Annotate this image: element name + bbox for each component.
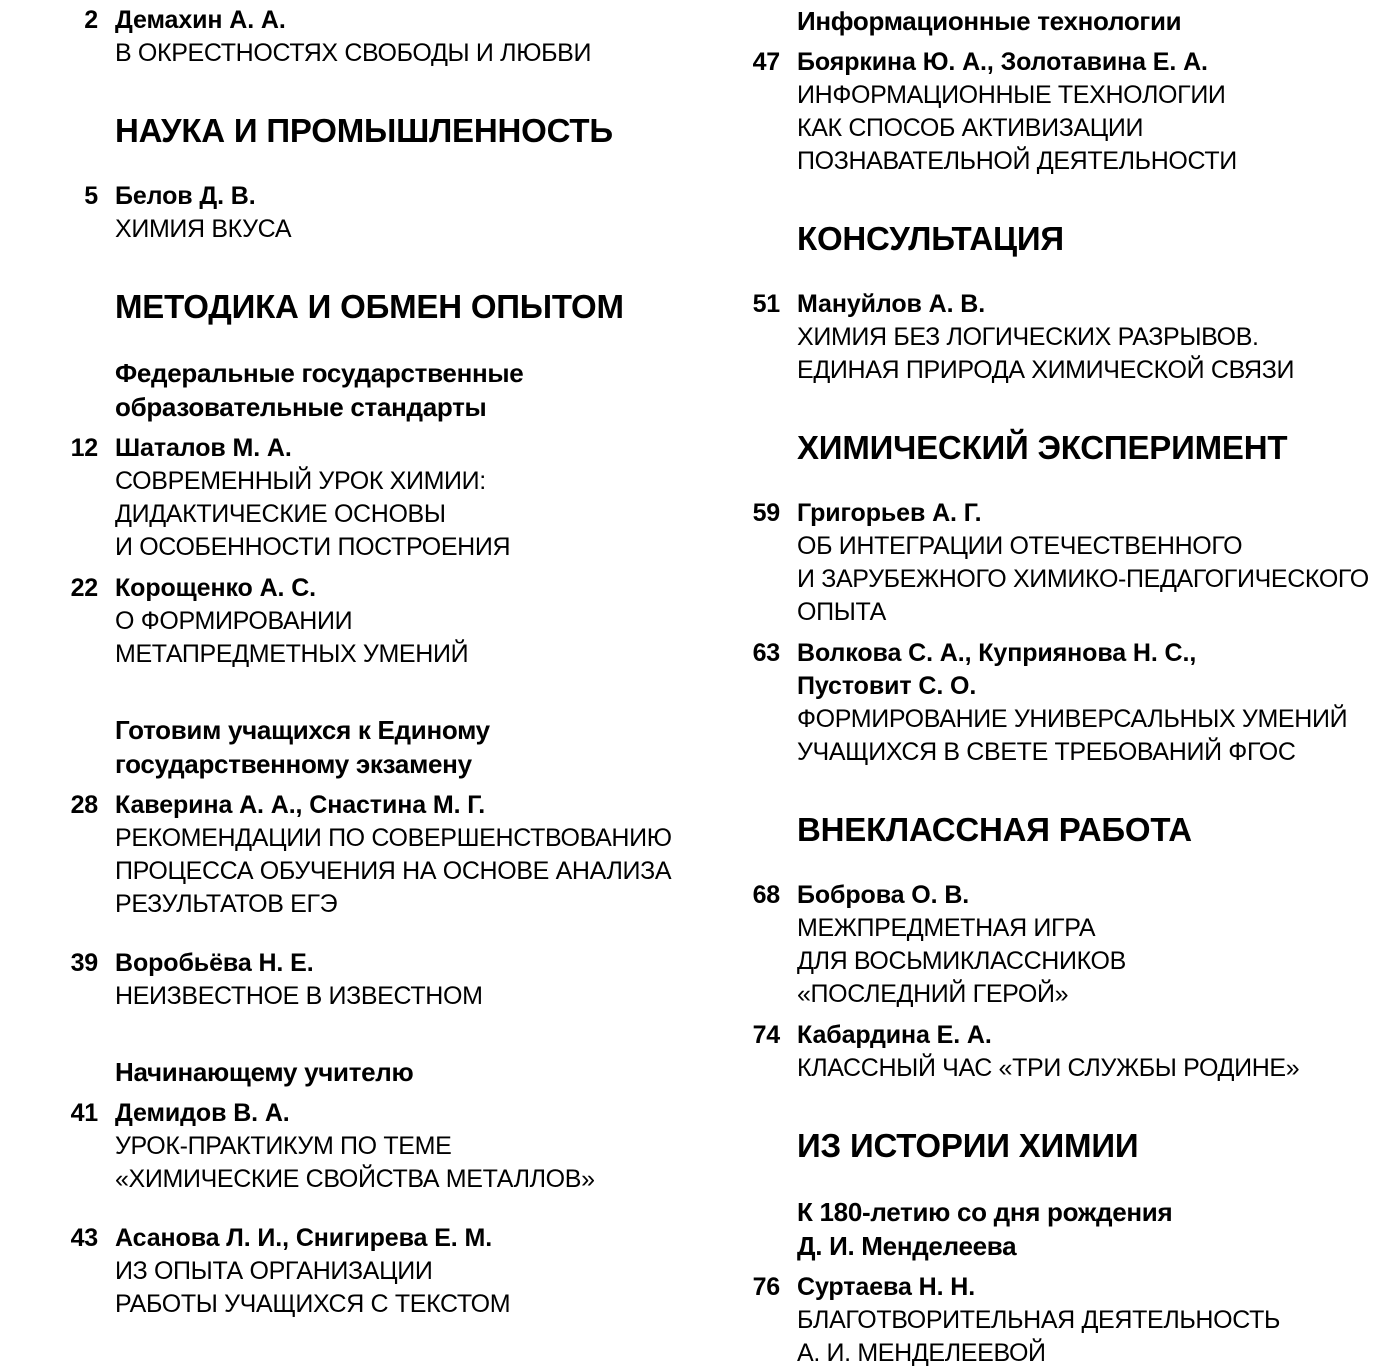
section-header: НАУКА И ПРОМЫШЛЕННОСТЬ (115, 112, 613, 149)
toc-entry[interactable] (52, 572, 702, 671)
entry-page-number: 43 (70, 1224, 98, 1252)
entry-page-number: 63 (752, 639, 780, 667)
toc-entry[interactable] (52, 1222, 702, 1321)
entry-title-line: О ФОРМИРОВАНИИ (115, 607, 353, 635)
entry-author: Григорьев А. Г. (797, 499, 982, 527)
entry-body (98, 432, 702, 564)
entry-title-line: КАК СПОСОБ АКТИВИЗАЦИИ (797, 114, 1144, 142)
entry-title-line: УЧАЩИХСЯ В СВЕТЕ ТРЕБОВАНИЙ ФГОС (797, 738, 1296, 766)
entry-author: Шаталов М. А. (115, 434, 292, 462)
subsection-header-line: государственному экзамену (115, 749, 472, 779)
subsection-header-spacer (734, 38, 1384, 46)
entry-title-line: ДИДАКТИЧЕСКИЕ ОСНОВЫ (115, 500, 446, 528)
toc-entry[interactable] (52, 432, 702, 564)
entry-spacer (52, 1196, 702, 1222)
section-header-spacer (52, 326, 702, 356)
entry-author: Демидов В. А. (115, 1099, 290, 1127)
entry-body (780, 288, 1384, 387)
entry-title-line: «ПОСЛЕДНИЙ ГЕРОЙ» (797, 980, 1069, 1008)
toc-entry[interactable] (734, 879, 1384, 1011)
toc-entry[interactable] (734, 1019, 1384, 1085)
entry-page-number: 68 (752, 881, 780, 909)
entry-title-line: НЕИЗВЕСТНОЕ В ИЗВЕСТНОМ (115, 982, 483, 1010)
entry-title-line: ИЗ ОПЫТА ОРГАНИЗАЦИИ (115, 1257, 433, 1285)
entry-body (780, 1019, 1384, 1085)
entry-spacer (52, 564, 702, 572)
entry-title-line: МЕЖПРЕДМЕТНАЯ ИГРА (797, 914, 1096, 942)
entry-body (98, 4, 702, 70)
entry-title-line: А. И. МЕНДЕЛЕЕВОЙ (797, 1339, 1046, 1367)
entry-title-line: ОБ ИНТЕГРАЦИИ ОТЕЧЕСТВЕННОГО (797, 532, 1243, 560)
subsection-header-spacer (734, 1263, 1384, 1271)
entry-spacer (52, 921, 702, 947)
entry-title-line: ОПЫТА (797, 598, 886, 626)
subsection-header-line: Д. И. Менделеева (797, 1231, 1017, 1261)
section-header-spacer (734, 258, 1384, 288)
subsection-header-line: Федеральные государственные (115, 358, 524, 388)
entry-author: Мануйлов А. В. (797, 290, 986, 318)
entry-title-line: МЕТАПРЕДМЕТНЫХ УМЕНИЙ (115, 640, 469, 668)
section-header-spacer (52, 150, 702, 180)
entry-page-number: 76 (752, 1273, 780, 1301)
entry-page-number: 22 (70, 574, 98, 602)
entry-title-line: БЛАГОТВОРИТЕЛЬНАЯ ДЕЯТЕЛЬНОСТЬ (797, 1306, 1281, 1334)
subsection-header-spacer (52, 781, 702, 789)
entry-page-number: 51 (752, 290, 780, 318)
entry-title-line: УРОК-ПРАКТИКУМ ПО ТЕМЕ (115, 1132, 452, 1160)
subsection-header-line: образовательные стандарты (115, 392, 487, 422)
entry-body (98, 1222, 702, 1321)
section-spacer (734, 178, 1384, 220)
entry-author: Демахин А. А. (115, 6, 286, 34)
entry-spacer (734, 1011, 1384, 1019)
section-spacer (52, 246, 702, 288)
entry-title-line: ДЛЯ ВОСЬМИКЛАССНИКОВ (797, 947, 1126, 975)
toc-entry[interactable] (52, 180, 702, 246)
subsection-spacer (52, 1013, 702, 1055)
section-header: ИЗ ИСТОРИИ ХИМИИ (797, 1127, 1139, 1164)
entry-title-line: ЕДИНАЯ ПРИРОДА ХИМИЧЕСКОЙ СВЯЗИ (797, 356, 1295, 384)
entry-title-line: И ЗАРУБЕЖНОГО ХИМИКО-ПЕДАГОГИЧЕСКОГО (797, 565, 1369, 593)
section-spacer (734, 1085, 1384, 1127)
toc-entry[interactable] (52, 947, 702, 1013)
entry-author: Бояркина Ю. А., Золотавина Е. А. (797, 48, 1208, 76)
section-header-spacer (734, 849, 1384, 879)
entry-author-continued: Пустовит С. О. (797, 672, 977, 700)
section-header: ВНЕКЛАССНАЯ РАБОТА (797, 811, 1192, 848)
section-spacer (734, 387, 1384, 429)
entry-body (780, 497, 1384, 629)
entry-body (98, 180, 702, 246)
section-header: ХИМИЧЕСКИЙ ЭКСПЕРИМЕНТ (797, 429, 1288, 466)
toc-entry[interactable] (734, 1271, 1384, 1370)
entry-page-number: 39 (70, 949, 98, 977)
entry-title-line: ПОЗНАВАТЕЛЬНОЙ ДЕЯТЕЛЬНОСТИ (797, 147, 1237, 175)
entry-body (98, 572, 702, 671)
toc-entry[interactable] (52, 4, 702, 70)
entry-body (98, 1097, 702, 1196)
subsection-header-line: К 180-летию со дня рождения (797, 1197, 1173, 1227)
entry-title-line: В ОКРЕСТНОСТЯХ СВОБОДЫ И ЛЮБВИ (115, 39, 592, 67)
toc-entry[interactable] (734, 637, 1384, 769)
entry-body (780, 46, 1384, 178)
entry-author: Белов Д. В. (115, 182, 256, 210)
entry-author: Асанова Л. И., Снигирева Е. М. (115, 1224, 493, 1252)
toc-entry[interactable] (734, 288, 1384, 387)
entry-author: Кабардина Е. А. (797, 1021, 992, 1049)
entry-page-number: 74 (752, 1021, 780, 1049)
entry-title-line: И ОСОБЕННОСТИ ПОСТРОЕНИЯ (115, 533, 511, 561)
subsection-header-spacer (52, 424, 702, 432)
entry-title-line: ХИМИЯ БЕЗ ЛОГИЧЕСКИХ РАЗРЫВОВ. (797, 323, 1259, 351)
entry-body (98, 789, 702, 921)
toc-entry[interactable] (52, 1097, 702, 1196)
section-header: МЕТОДИКА И ОБМЕН ОПЫТОМ (115, 288, 624, 325)
entry-author: Волкова С. А., Куприянова Н. С., (797, 639, 1197, 667)
entry-page-number: 12 (70, 434, 98, 462)
entry-title-line: «ХИМИЧЕСКИЕ СВОЙСТВА МЕТАЛЛОВ» (115, 1165, 595, 1193)
entry-page-number: 5 (84, 182, 98, 210)
entry-author: Суртаева Н. Н. (797, 1273, 976, 1301)
entry-title-line: КЛАССНЫЙ ЧАС «ТРИ СЛУЖБЫ РОДИНЕ» (797, 1054, 1300, 1082)
entry-title-line: РЕКОМЕНДАЦИИ ПО СОВЕРШЕНСТВОВАНИЮ (115, 824, 672, 852)
section-spacer (52, 70, 702, 112)
entry-spacer (734, 629, 1384, 637)
entry-page-number: 47 (752, 48, 780, 76)
entry-author: Корощенко А. С. (115, 574, 317, 602)
entry-author: Воробьёва Н. Е. (115, 949, 314, 977)
entry-body (780, 879, 1384, 1011)
entry-title-line: ПРОЦЕССА ОБУЧЕНИЯ НА ОСНОВЕ АНАЛИЗА (115, 857, 672, 885)
entry-body (780, 1271, 1384, 1370)
entry-title-line: ИНФОРМАЦИОННЫЕ ТЕХНОЛОГИИ (797, 81, 1226, 109)
subsection-header-line: Информационные технологии (797, 6, 1182, 36)
entry-title-line: СОВРЕМЕННЫЙ УРОК ХИМИИ: (115, 467, 486, 495)
toc-column-right (734, 4, 1384, 1367)
section-spacer (734, 769, 1384, 811)
entry-title-line: РАБОТЫ УЧАЩИХСЯ С ТЕКСТОМ (115, 1290, 511, 1318)
section-header-spacer (734, 467, 1384, 497)
entry-title-line: ФОРМИРОВАНИЕ УНИВЕРСАЛЬНЫХ УМЕНИЙ (797, 705, 1348, 733)
toc-entry[interactable] (52, 789, 702, 921)
subsection-header-spacer (52, 1089, 702, 1097)
toc-entry[interactable] (734, 497, 1384, 629)
entry-author: Каверина А. А., Снастина М. Г. (115, 791, 486, 819)
entry-page-number: 41 (70, 1099, 98, 1127)
entry-page-number: 59 (752, 499, 780, 527)
entry-body (780, 637, 1384, 769)
entry-page-number: 28 (70, 791, 98, 819)
entry-page-number: 2 (84, 6, 98, 34)
toc-column-left (52, 4, 702, 1322)
entry-body (98, 947, 702, 1013)
subsection-spacer (52, 671, 702, 713)
section-header-spacer (734, 1165, 1384, 1195)
entry-author: Боброва О. В. (797, 881, 970, 909)
subsection-header-line: Готовим учащихся к Единому (115, 715, 490, 745)
toc-entry[interactable] (734, 46, 1384, 178)
subsection-header-line: Начинающему учителю (115, 1057, 414, 1087)
entry-title-line: ХИМИЯ ВКУСА (115, 215, 292, 243)
entry-title-line: РЕЗУЛЬТАТОВ ЕГЭ (115, 890, 338, 918)
section-header: КОНСУЛЬТАЦИЯ (797, 220, 1064, 257)
